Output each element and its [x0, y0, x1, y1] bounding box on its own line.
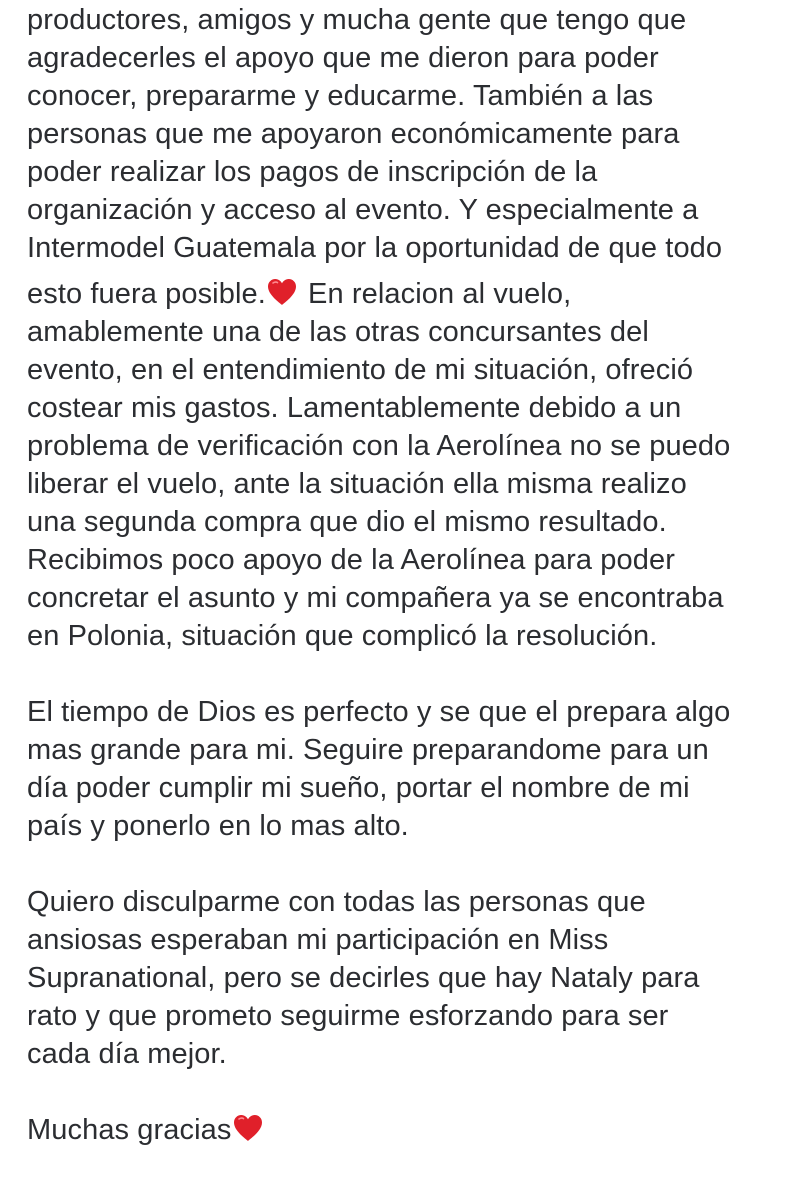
text-line: evento, en el entendimiento de mi situación, ofreció — [27, 354, 694, 386]
heart-icon — [267, 278, 297, 306]
text-line: país y ponerlo en lo mas alto. — [27, 810, 409, 842]
text-line: concretar el asunto y mi compañera ya se encontraba — [27, 582, 724, 614]
paragraph-2 — [27, 693, 787, 845]
text-line: en Polonia, situación que complicó la resolución. — [27, 620, 658, 652]
text-line: amablemente una de las otras concursantes del — [27, 316, 649, 348]
text-line: poder realizar los pagos de inscripción de la — [27, 156, 598, 188]
closing-line — [27, 1111, 787, 1149]
text-line-with-heart — [27, 267, 787, 313]
text-line: productores, amigos y mucha gente que tengo que — [27, 4, 687, 36]
paragraph-1 — [27, 1, 787, 655]
text-line: conocer, prepararme y educarme. También a las — [27, 80, 654, 112]
text-line: liberar el vuelo, ante la situación ella misma realizo — [27, 468, 687, 500]
paragraph-3 — [27, 883, 787, 1073]
text-line: ansiosas esperaban mi participación en Miss — [27, 924, 609, 956]
text-line-with-heart — [27, 1111, 787, 1149]
closing-text: Muchas gracias — [27, 1114, 232, 1146]
text-line: rato y que prometo seguirme esforzando para ser — [27, 1000, 669, 1032]
text-segment: esto fuera posible. — [27, 278, 266, 310]
text-line: día poder cumplir mi sueño, portar el nombre de mi — [27, 772, 690, 804]
text-line: El tiempo de Dios es perfecto y se que el prepara algo — [27, 696, 731, 728]
text-line: personas que me apoyaron económicamente para — [27, 118, 680, 150]
text-line: costear mis gastos. Lamentablemente debido a un — [27, 392, 682, 424]
text-line: agradecerles el apoyo que me dieron para poder — [27, 42, 659, 74]
text-line: Supranational, pero se decirles que hay Nataly para — [27, 962, 700, 994]
text-line: Recibimos poco apoyo de la Aerolínea para poder — [27, 544, 675, 576]
text-segment: En relacion al vuelo, — [299, 278, 572, 310]
text-line: Intermodel Guatemala por la oportunidad de que todo — [27, 232, 723, 264]
text-line: cada día mejor. — [27, 1038, 227, 1070]
text-line: una segunda compra que dio el mismo resultado. — [27, 506, 667, 538]
post-body — [27, 0, 787, 1187]
text-line: Quiero disculparme con todas las personas que — [27, 886, 646, 918]
text-line: mas grande para mi. Seguire preparandome para un — [27, 734, 709, 766]
text-line: organización y acceso al evento. Y especialmente a — [27, 194, 699, 226]
heart-icon — [233, 1114, 263, 1142]
text-line: problema de verificación con la Aerolínea no se puedo — [27, 430, 731, 462]
